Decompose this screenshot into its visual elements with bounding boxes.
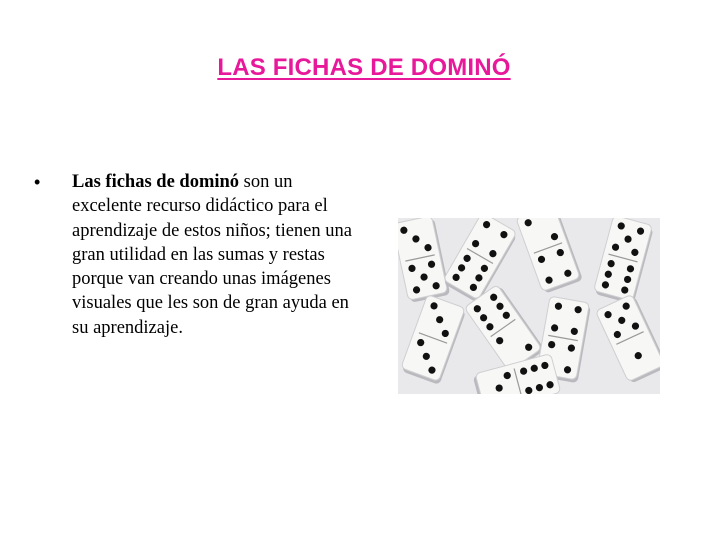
domino-image — [398, 218, 660, 394]
bullet-body: son un excelente recurso didáctico para el aprendizaje de estos niños; tienen una gran utilidad en las sumas y restas porque van creando unas imágenes visuales que les son de gran ayuda en su aprendizaje. — [72, 172, 352, 338]
bullet-text — [72, 170, 354, 340]
slide-title: LAS FICHAS DE DOMINÓ — [217, 54, 511, 81]
bullet-item — [34, 170, 354, 340]
bullet-icon: • — [34, 172, 41, 192]
domino-photo — [398, 218, 660, 394]
bullet-bold-lead: Las fichas de dominó — [72, 172, 240, 192]
